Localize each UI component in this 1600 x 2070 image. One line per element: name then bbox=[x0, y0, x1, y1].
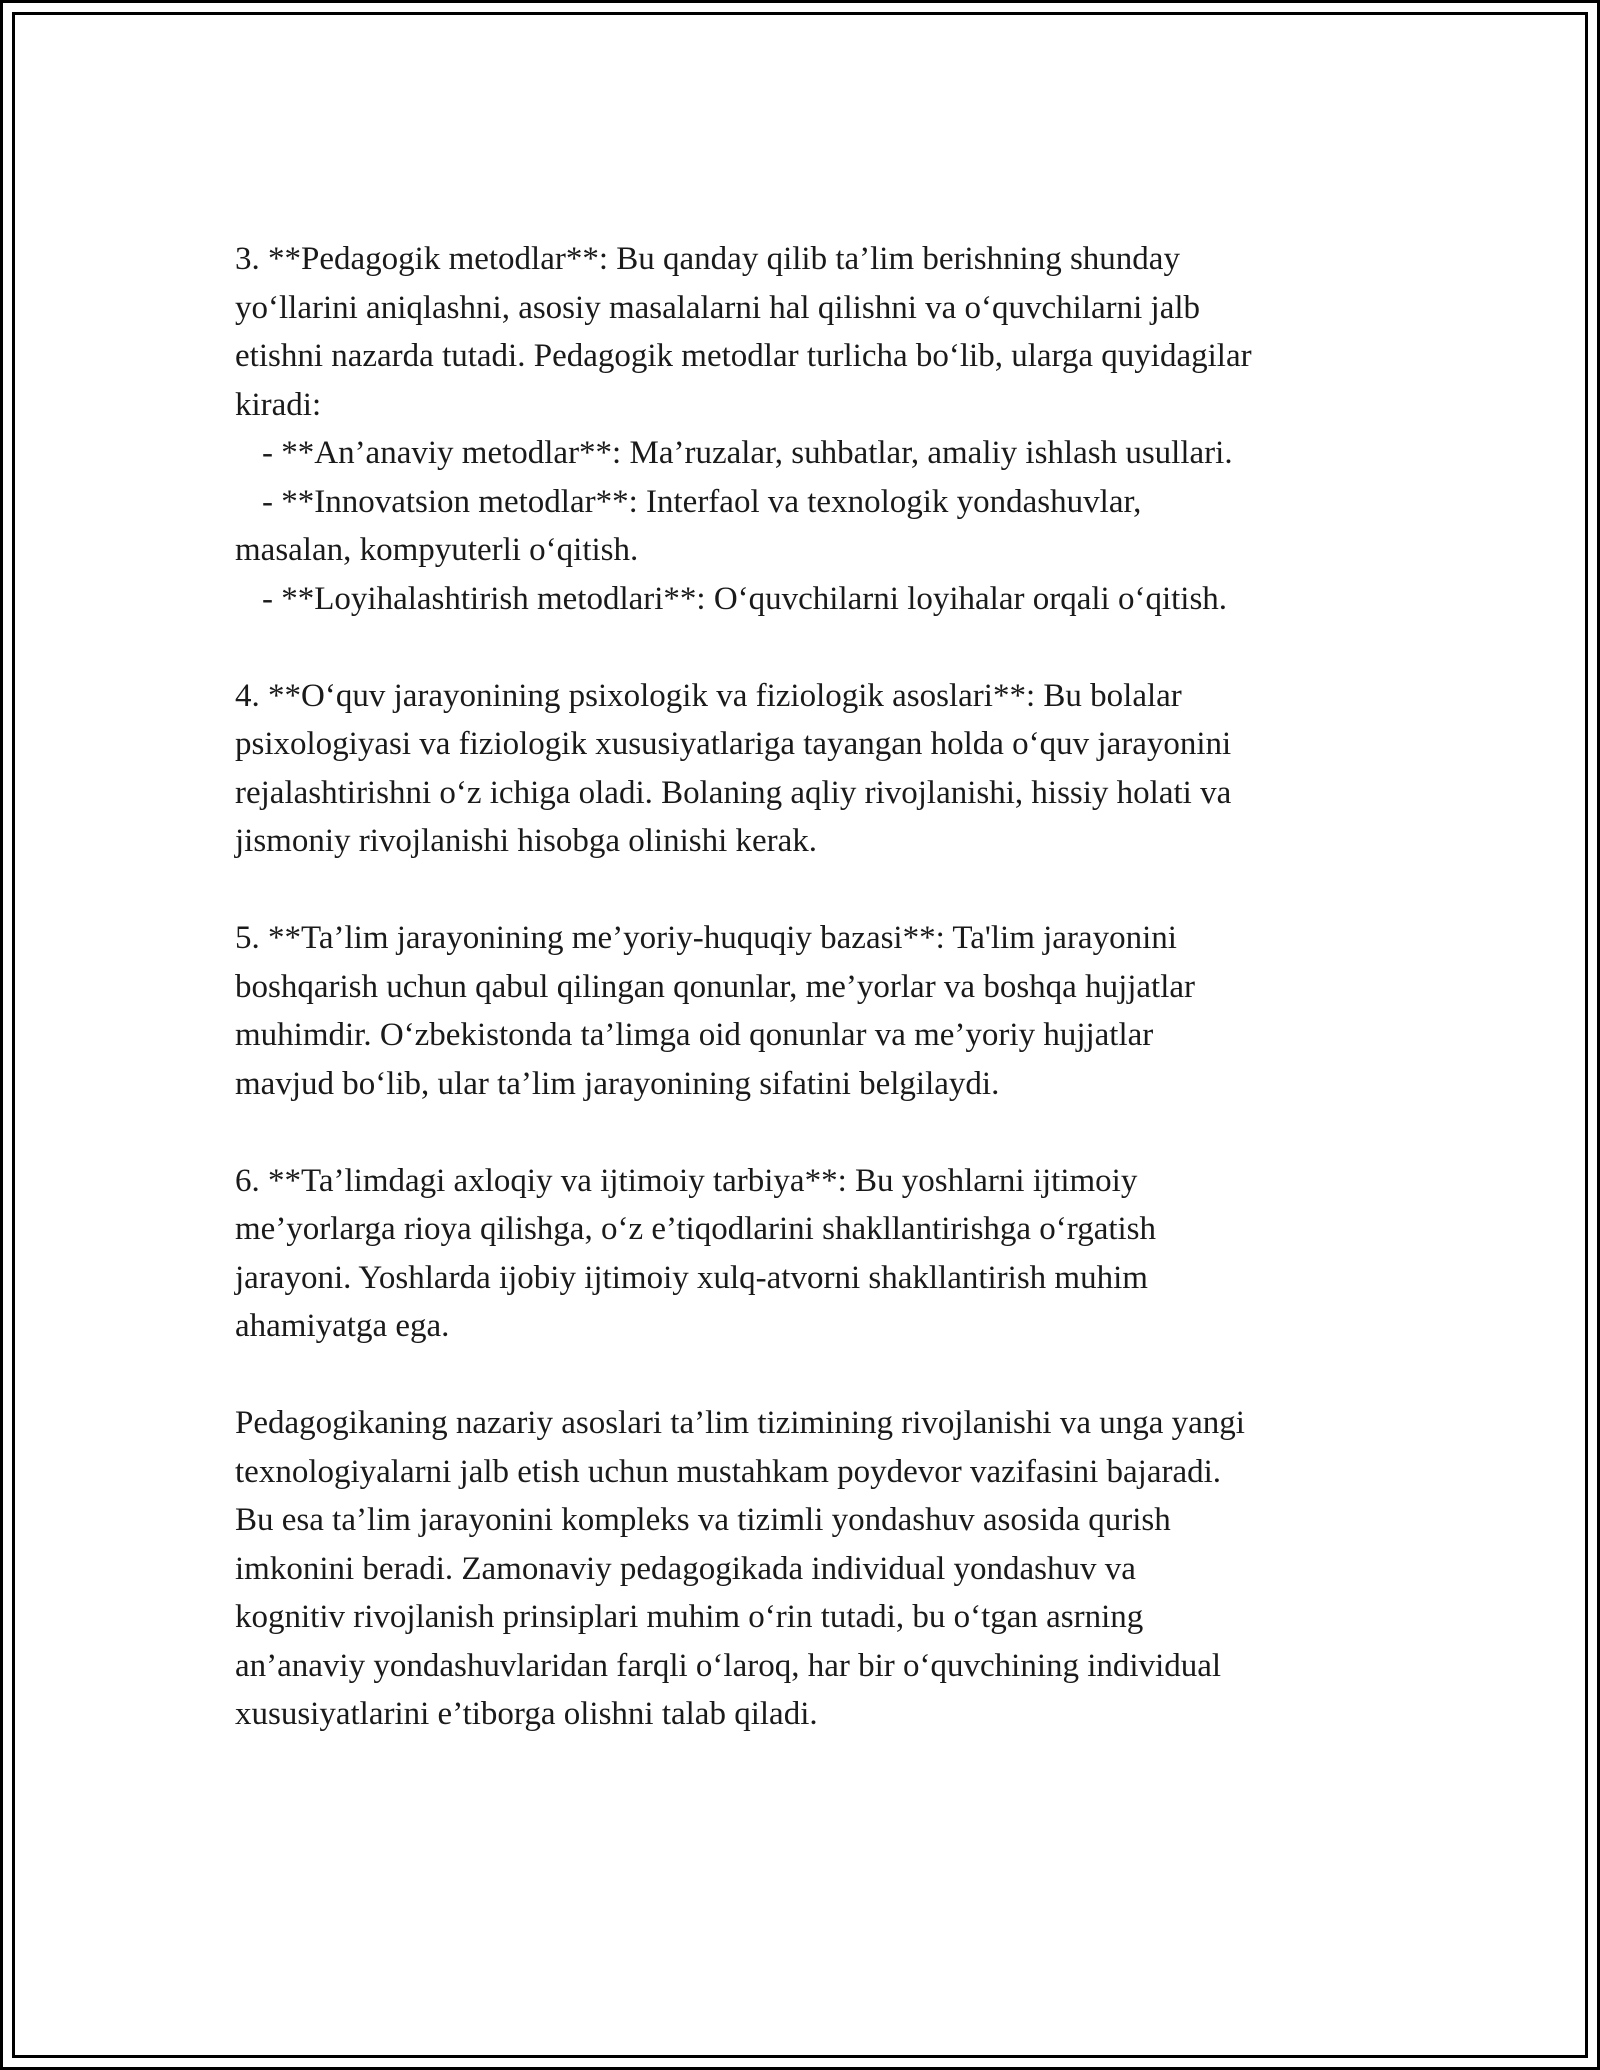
text-line: 5. **Ta’lim jarayonining me’yoriy-huquqiy bazasi**: Ta'lim jarayonini bbox=[235, 920, 1177, 956]
text-line: rejalashtirishni o‘z ichiga oladi. Bolaning aqliy rivojlanishi, hissiy holati va bbox=[235, 774, 1232, 811]
bullet-item: - **Loyihalashtirish metodlari**: O‘quvchilarni loyihalar orqali o‘qitish. bbox=[262, 580, 1228, 617]
text-line: jismoniy rivojlanishi hisobga olinishi kerak. bbox=[235, 823, 818, 859]
text-line: kiradi: bbox=[235, 386, 322, 423]
text-line: boshqarish uchun qabul qilingan qonunlar, me’yorlar va boshqa hujjatlar bbox=[235, 968, 1196, 1005]
section-conclusion bbox=[235, 1399, 1385, 1739]
paragraph-gap bbox=[235, 1108, 1385, 1157]
bullet-item: - **Innovatsion metodlar**: Interfaol va texnologik yondashuvlar, bbox=[262, 483, 1142, 520]
text-line: yo‘llarini aniqlashni, asosiy masalalarni hal qilishni va o‘quvchilarni jalb bbox=[235, 289, 1201, 326]
section-axloqiy-tarbiya bbox=[235, 1157, 1385, 1351]
text-line: xususiyatlarini e’tiborga olishni talab qiladi. bbox=[235, 1696, 818, 1732]
text-line: muhimdir. O‘zbekistonda ta’limga oid qonunlar va me’yoriy hujjatlar bbox=[235, 1017, 1154, 1053]
bullet-item-continuation: masalan, kompyuterli o‘qitish. bbox=[235, 532, 639, 568]
paragraph-gap bbox=[235, 866, 1385, 915]
text-line: jarayoni. Yoshlarda ijobiy ijtimoiy xulq-atvorni shakllantirish muhim bbox=[235, 1259, 1148, 1296]
section-psixologik-asoslar bbox=[235, 672, 1385, 866]
text-line: Bu esa ta’lim jarayonini kompleks va tizimli yondashuv asosida qurish bbox=[235, 1502, 1171, 1538]
section-meyoriy-huquqiy-baza bbox=[235, 914, 1385, 1108]
text-line: etishni nazarda tutadi. Pedagogik metodlar turlicha bo‘lib, ularga quyidagilar bbox=[235, 338, 1252, 374]
section-pedagogik-metodlar bbox=[235, 235, 1385, 623]
text-line: me’yorlarga rioya qilishga, o‘z e’tiqodlarini shakllantirishga o‘rgatish bbox=[235, 1211, 1157, 1247]
text-line: 3. **Pedagogik metodlar**: Bu qanday qilib ta’lim berishning shunday bbox=[235, 241, 1180, 277]
text-line: 4. **O‘quv jarayonining psixologik va fiziologik asoslari**: Bu bolalar bbox=[235, 677, 1182, 714]
text-line: 6. **Ta’limdagi axloqiy va ijtimoiy tarbiya**: Bu yoshlarni ijtimoiy bbox=[235, 1162, 1138, 1199]
text-line: kognitiv rivojlanish prinsiplari muhim o‘rin tutadi, bu o‘tgan asrning bbox=[235, 1599, 1144, 1635]
text-line: ahamiyatga ega. bbox=[235, 1308, 450, 1344]
text-line: imkonini beradi. Zamonaviy pedagogikada individual yondashuv va bbox=[235, 1550, 1136, 1587]
paragraph-gap bbox=[235, 623, 1385, 672]
text-line: texnologiyalarni jalb etish uchun mustahkam poydevor vazifasini bajaradi. bbox=[235, 1453, 1222, 1490]
text-line: mavjud bo‘lib, ular ta’lim jarayonining sifatini belgilaydi. bbox=[235, 1065, 1000, 1102]
document-body bbox=[235, 235, 1385, 1739]
paragraph-gap bbox=[235, 1351, 1385, 1400]
bullet-item: - **An’anaviy metodlar**: Ma’ruzalar, suhbatlar, amaliy ishlash usullari. bbox=[262, 435, 1233, 471]
text-line: an’anaviy yondashuvlaridan farqli o‘laroq, har bir o‘quvchining individual bbox=[235, 1647, 1222, 1684]
text-line: Pedagogikaning nazariy asoslari ta’lim tizimining rivojlanishi va unga yangi bbox=[235, 1405, 1245, 1441]
text-line: psixologiyasi va fiziologik xususiyatlariga tayangan holda o‘quv jarayonini bbox=[235, 726, 1232, 762]
